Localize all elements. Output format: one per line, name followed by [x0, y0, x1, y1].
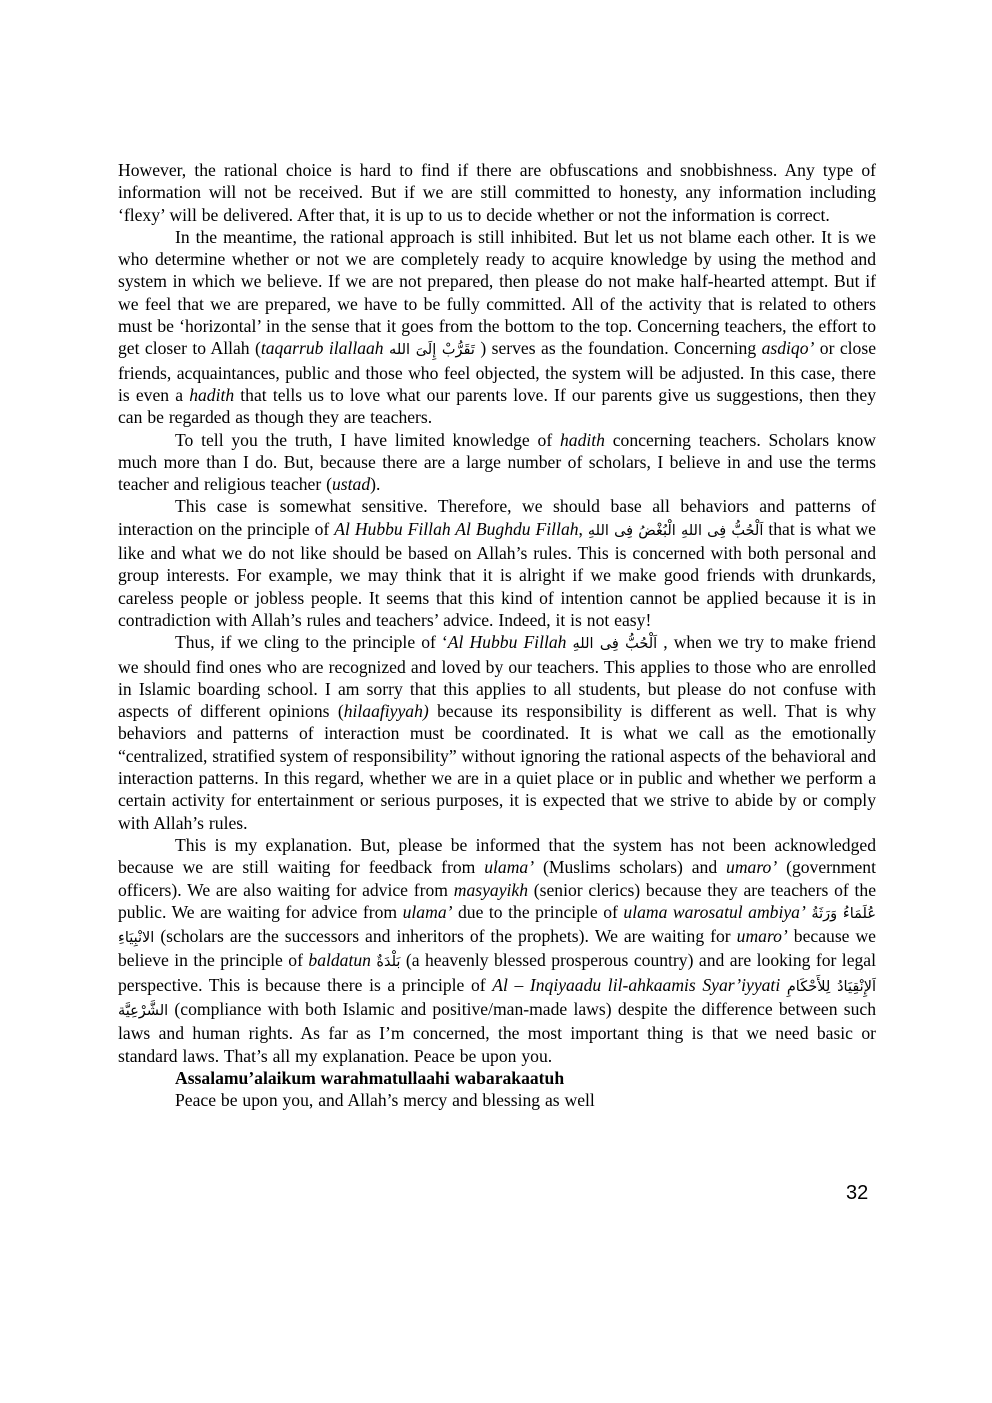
page-number: 32	[846, 1182, 869, 1204]
text-run: (senior clerics) because they are teachers of the public. We are waiting for advice from	[118, 879, 876, 922]
italic-term: Al Hubbu Fillah Al Bughdu Fillah	[334, 518, 579, 539]
paragraph-2	[118, 226, 876, 429]
italic-term: masyayikh	[453, 879, 528, 900]
arabic-text: عُلَمَاءُ وَرَثَةُ الانْبِيَاءِ	[118, 905, 876, 947]
text-run: ) serves as the foundation. Concerning	[474, 338, 762, 359]
italic-term: ulama’	[484, 857, 535, 878]
italic-term: hadith	[189, 384, 235, 405]
text-run: due to the principle of	[452, 901, 624, 922]
text-run: or close friends, acquaintances, public and those who feel objected, the system will be adjusted. In this case, there is even a	[118, 338, 876, 405]
document-body	[118, 159, 876, 1111]
text-run: However, the rational choice is hard to find if there are obfuscations and snobbishness. Any type of information will not be received. But if we are still committed to honesty, any information including ‘flexy’ will be delivered. After that, it is up to us to decide whether or not the information is correct.	[118, 160, 876, 225]
paragraph-4	[118, 495, 876, 631]
italic-term: Al – Inqiyaadu lil-ahkaamis Syar’iyyati	[492, 974, 781, 995]
italic-term: ustad	[331, 474, 371, 495]
paragraph-3	[118, 429, 876, 496]
italic-term: ulama warosatul ambiya’	[623, 901, 806, 922]
italic-term: Al Hubbu Fillah	[447, 632, 567, 653]
closing-salutation	[118, 1067, 876, 1089]
italic-term: umaro’	[736, 926, 788, 947]
italic-term: umaro’	[726, 857, 778, 878]
text-run: concerning teachers. Scholars know much more than I do. But, because there are a large number of scholars, I believe in and use the terms teacher and religious teacher (	[118, 429, 876, 495]
text-run: , when we try to make friend we should find ones who are recognized and loved by our teachers. This applies to those who are enrolled in Islamic boarding school. I am sorry that this applies to all students, but please do not confuse with aspects of different opinions (	[118, 632, 876, 722]
text-run: To tell you the truth, I have limited knowledge of	[175, 429, 560, 450]
text-run: In the meantime, the rational approach is still inhibited. But let us not blame each other. It is we who determine whether or not we are completely ready to acquire knowledge by using the method and system in which we believe. If we are not prepared, then please do not make half-hearted attempt. But if we feel that we are prepared, we have to be fully committed. All of the activity that is related to others must be ‘horizontal’ in the sense that it goes from the bottom to the top. Concerning teachers, the effort to get closer to Allah (	[118, 226, 876, 359]
italic-term: hadith	[559, 429, 605, 450]
text-run: because we believe in the principle of	[118, 926, 876, 971]
italic-term: hilaafiyyah)	[343, 701, 429, 722]
paragraph-6	[118, 834, 876, 1067]
arabic-text: اَلإِنْقِيَادُ لِلأَحْكَامِ الشَّرْعِيَّة	[118, 978, 876, 1019]
text-run	[780, 975, 787, 995]
text-run: that tells us to love what our parents love. If our parents give us suggestions, then they can be regarded as though they are teachers.	[118, 384, 877, 428]
text-run: ,	[578, 518, 588, 539]
text-run: (Muslims scholars) and	[534, 857, 727, 878]
text-run: that is what we like and what we do not like should be based on Allah’s rules. This is concerned with both personal and group interests. For example, we may think that it is alright if we make good friends with drunkards, careless people or jobless people. It seems that this kind of intention cannot be applied because it is in contradiction with Allah’s rules and teachers’ advice. Indeed, it is not easy!	[118, 518, 876, 630]
text-run: (compliance with both Islamic and positive/man-made laws) despite the difference between such laws and human rights. As far as I’m concerned, the most important thing is that we need basic or standard laws. That’s all my explanation. Peace be upon you.	[118, 998, 876, 1066]
italic-term: asdiqo’	[761, 338, 815, 359]
bold-text: Assalamu’alaikum warahmatullaahi wabarakaatuh	[175, 1067, 565, 1088]
text-run: (scholars are the successors and inheritors of the prophets). We are waiting for	[154, 926, 737, 947]
text-run: Peace be upon you, and Allah’s mercy and blessing as well	[175, 1090, 595, 1111]
arabic-text: اَلْحُبُّ فِى اللهِ	[572, 636, 658, 653]
arabic-text: بَلْدَةٌ	[376, 954, 401, 971]
text-run: This case is somewhat sensitive. Therefore, we should base all behaviors and patterns of interaction on the principle of	[118, 496, 876, 539]
closing-translation	[118, 1089, 876, 1111]
paragraph-1	[118, 159, 876, 226]
text-run: (government officers). We are also waiting for advice from	[118, 857, 876, 900]
paragraph-5	[118, 631, 876, 834]
italic-term: ulama’	[402, 901, 453, 922]
text-run: because its responsibility is different as well. That is why behaviors and patterns of interaction must be coordinated. It is what we call as the emotionally “centralized, stratified system of responsibility” without ignoring the rational aspects of the behavioral and interaction patterns. In this regard, whether we are in a quiet place or in public and whether we perform a certain activity for entertainment or serious purposes, it is expected that we strive to abide by or comply with Allah’s rules.	[118, 701, 876, 833]
arabic-text: تَقَرُّبْ إِلَىَ الله	[389, 342, 475, 359]
text-run: (a heavenly blessed prosperous country) and are looking for legal perspective. This is because there is a principle of	[118, 950, 877, 995]
text-run: ).	[370, 474, 381, 495]
italic-term: taqarrub ilallaah	[260, 338, 384, 359]
arabic-text: اَلْحُبُّ فِى اللهِ الْبُغْضُ فِى اللهِ	[587, 522, 764, 539]
text-run: This is my explanation. But, please be informed that the system has not been acknowledged because we are still waiting for feedback from	[118, 834, 876, 878]
italic-term: baldatun	[308, 950, 371, 971]
text-run: Thus, if we cling to the principle of ‘	[175, 632, 448, 653]
